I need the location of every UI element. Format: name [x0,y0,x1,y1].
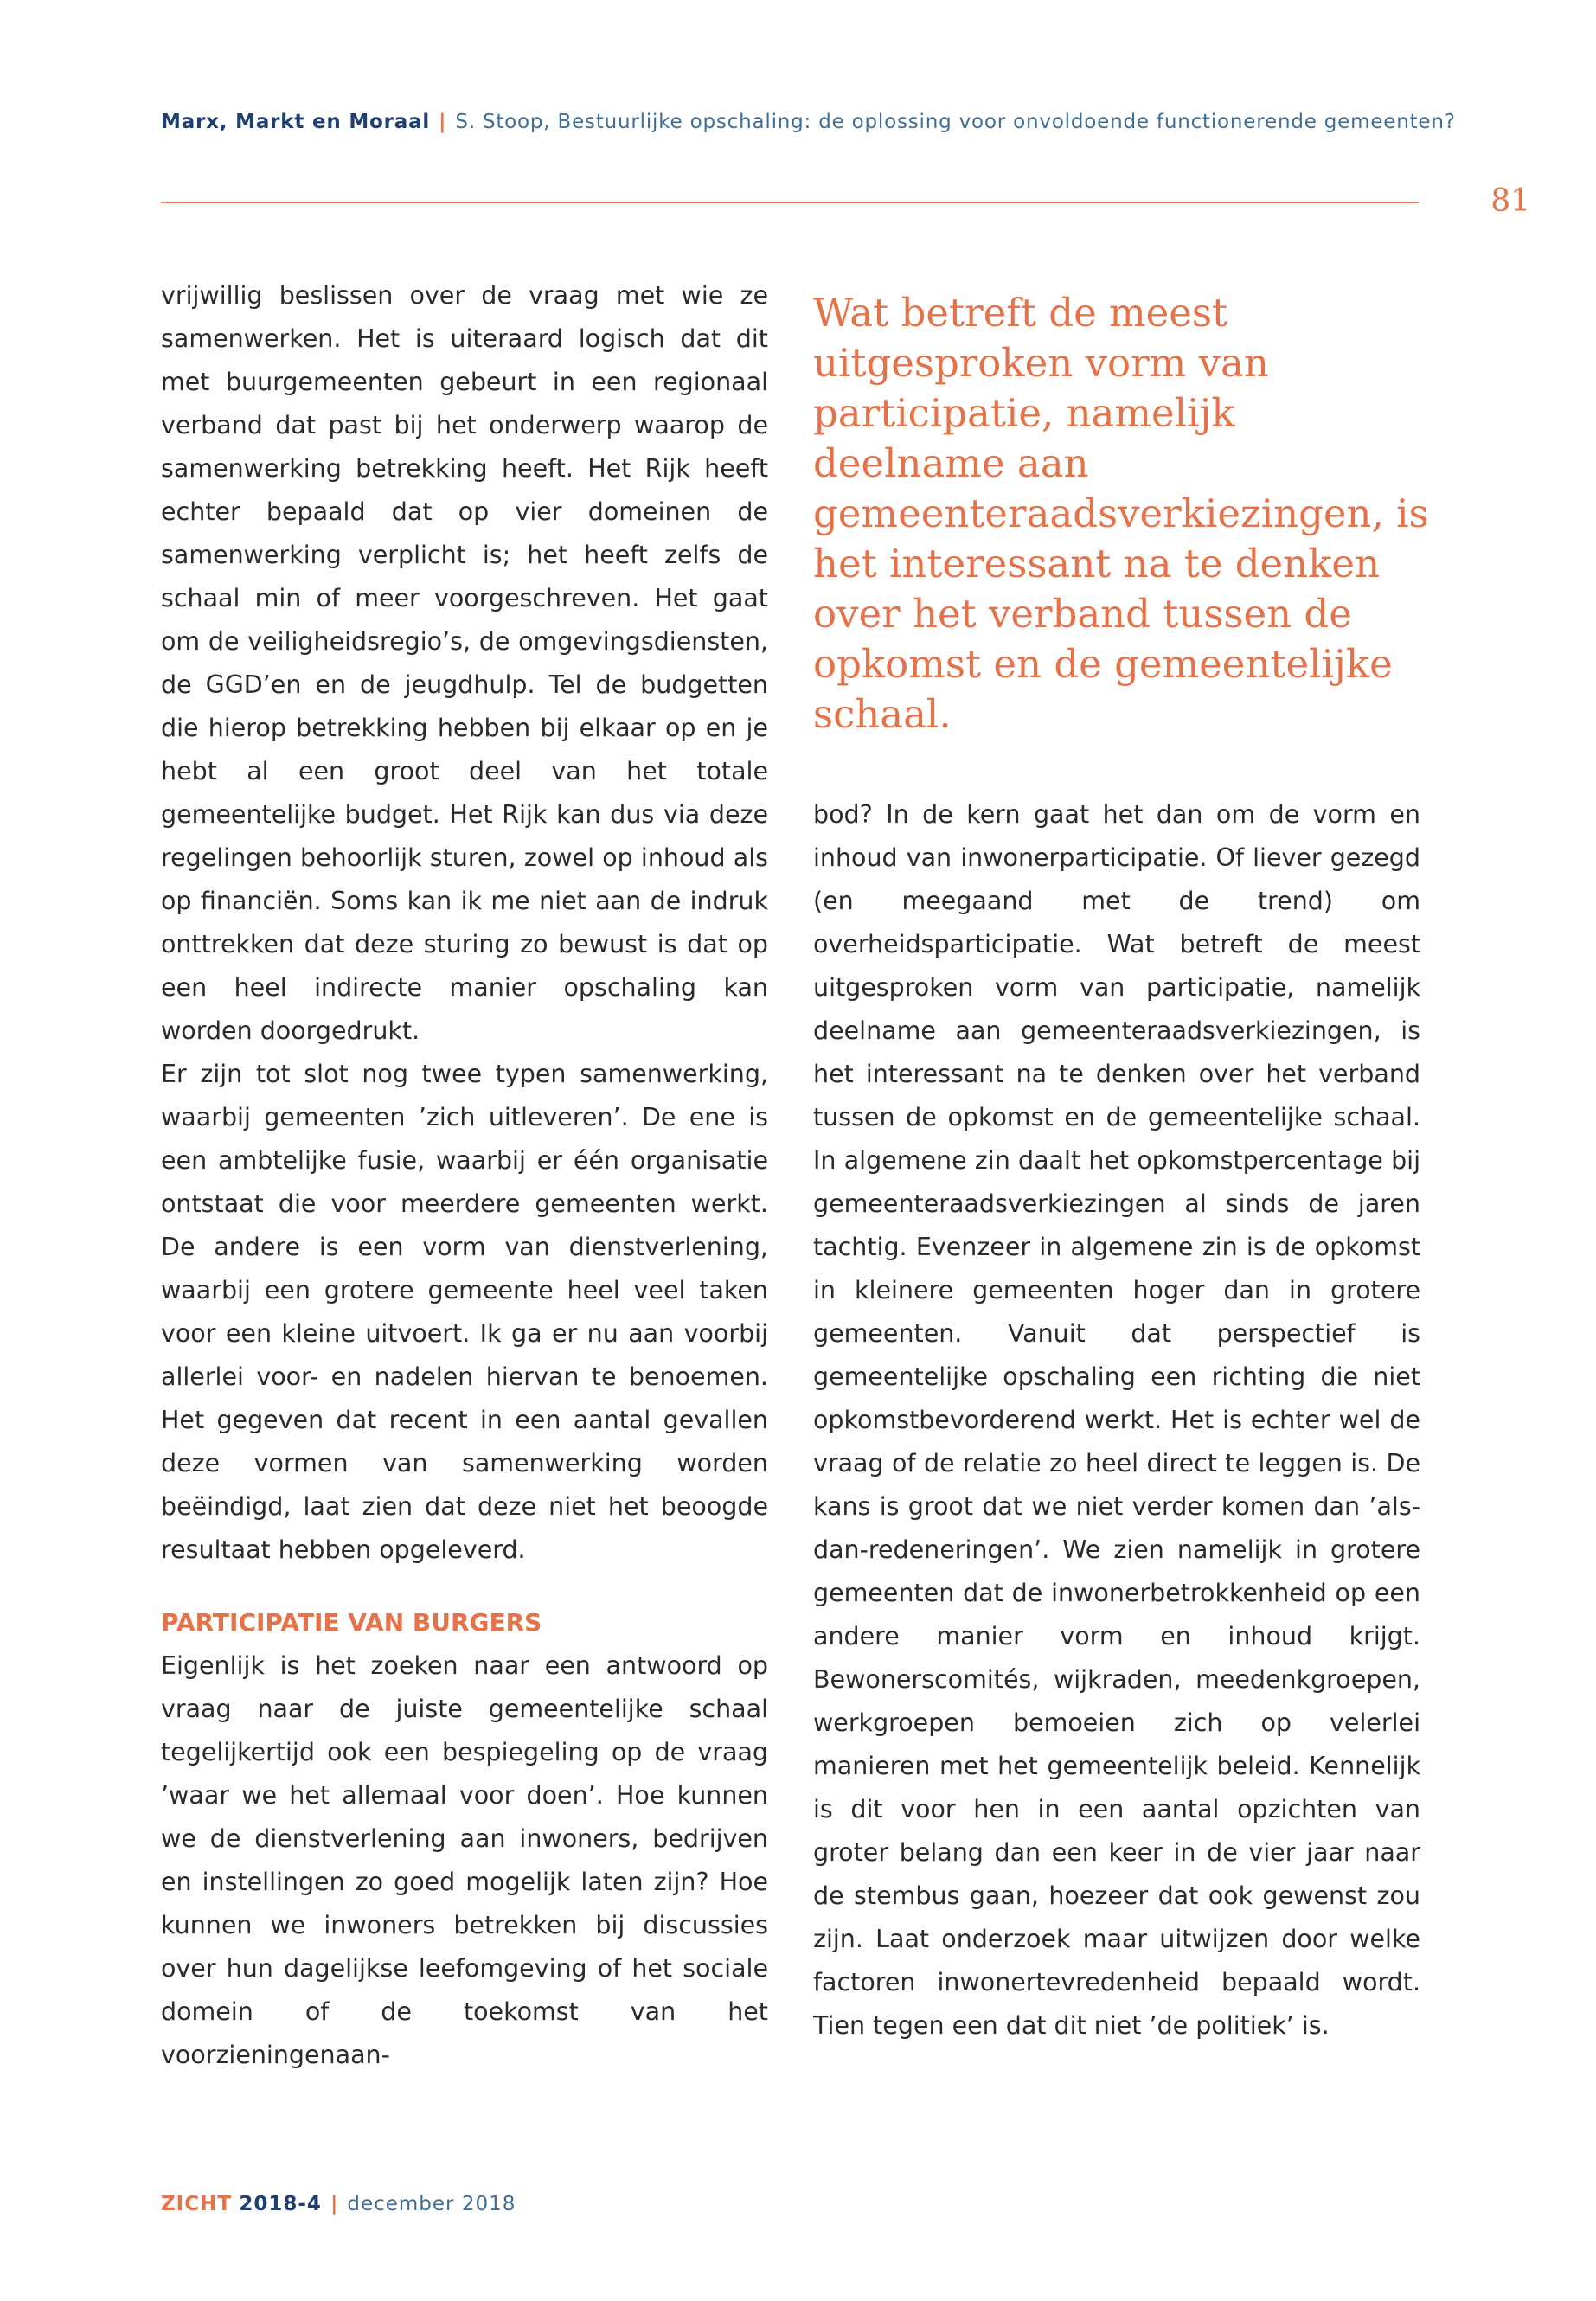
page-number: 81 [1490,183,1530,219]
body-paragraph: Eigenlijk is het zoeken naar een antwoord op vraag naar de juiste gemeentelijke schaal tegelijkertijd ook een bespiegeling op de vraag ’waar we het allemaal voor doen’. Hoe kunnen we de dienstverlening aan inwoners, bedrijven en instellingen zo goed mogelijk laten zijn? Hoe kunnen we inwoners betrekken bij discussies over hun dagelijkse leefomgeving of het sociale domein of de toekomst van het voorzieningenaan- [161,1651,768,2069]
body-paragraph: vrijwillig beslissen over de vraag met wie ze samenwerken. Het is uiteraard logisch dat dit met buurgemeenten gebeurt in een regionaal verband dat past bij het onderwerp waarop de samenwerking betrekking heeft. Het Rijk heeft echter bepaald dat op vier domeinen de samenwerking verplicht is; het heeft zelfs de schaal min of meer voorgeschreven. Het gaat om de veiligheidsregio’s, de omgevingsdiensten, de GGD’en en de jeugdhulp. Tel de budgetten die hierop betrekking hebben bij elkaar op en je hebt al een groot deel van het totale gemeentelijke budget. Het Rijk kan dus via deze regelingen behoorlijk sturen, zowel op inhoud als op financiën. Soms kan ik me niet aan de indruk onttrekken dat deze sturing zo bewust is dat op een heel indirecte manier opschaling kan worden doorgedrukt. [161,281,768,1045]
issue-date: december 2018 [347,2193,516,2215]
body-paragraph: bod? In de kern gaat het dan om de vorm en inhoud van inwonerparticipatie. Of liever gezegd (en meegaand met de trend) om overheidsparticipatie. Wat betreft de meest uitgesproken vorm van participatie, namelijk deelname aan gemeenteraadsverkiezingen, is het interessant na te denken over het verband tussen de opkomst en de gemeentelijke schaal. In algemene zin daalt het opkomstpercentage bij gemeenteraadsverkiezingen al sinds de jaren tachtig. Evenzeer in algemene zin is de opkomst in kleinere gemeenten hoger dan in grotere gemeenten. Vanuit dat perspectief is gemeentelijke opschaling een richting die niet opkomstbevorderend werkt. Het is echter wel de vraag of de relatie zo heel direct te leggen is. De kans is groot dat we niet verder komen dan ’als-dan-redeneringen’. We zien namelijk in grotere gemeenten dat de inwonerbetrokkenheid op een andere manier vorm en inhoud krijgt. Bewonerscomités, wijkraden, meedenkgroepen, werkgroepen bemoeien zich op velerlei manieren met het gemeentelijk beleid. Kennelijk is dit voor hen in een aantal opzichten van groter belang dan een keer in de vier jaar naar de stembus gaan, hoezeer dat ook gewenst zou zijn. Laat onderzoek maar uitwijzen door welke factoren inwonertevredenheid bepaald wordt. Tien tegen een dat dit niet ’de politiek’ is. [813,800,1420,2040]
body-paragraph: Er zijn tot slot nog twee typen samenwerking, waarbij gemeenten ’zich uitleveren’. De ene is een ambtelijke fusie, waarbij er één organisatie ontstaat die voor meerdere gemeenten werkt. De andere is een vorm van dienstverlening, waarbij een grotere gemeente heel veel taken voor een kleine uitvoert. Ik ga er nu aan voorbij allerlei voor- en nadelen hiervan te benoemen. Het gegeven dat recent in een aantal gevallen deze vormen van samenwerking worden beëindigd, laat zien dat deze niet het beoogde resultaat hebben opgeleverd. [161,1060,768,1564]
header-separator: | [439,111,447,133]
right-column [813,793,1420,2048]
magazine-name: ZICHT [161,2193,233,2215]
header-rule [161,202,1419,203]
footer-separator: | [330,2193,339,2215]
running-header [161,111,1456,133]
article-title: S. Stoop, Bestuurlijke opschaling: de oplossing voor onvoldoende functionerende gemeenten? [455,111,1456,133]
issue-number: 2018-4 [239,2193,322,2215]
journal-title: Marx, Markt en Moraal [161,111,431,133]
running-footer [161,2193,516,2215]
section-heading: PARTICIPATIE VAN BURGERS [161,1608,542,1637]
left-column [161,274,768,2077]
pull-quote: Wat betreft de meest uitgesproken vorm van participatie, namelijk deelname aan gemeenteraadsverkiezingen, is het interessant na te denken over het verband tussen de opkomst en de gemeentelijke schaal. [813,290,1429,737]
